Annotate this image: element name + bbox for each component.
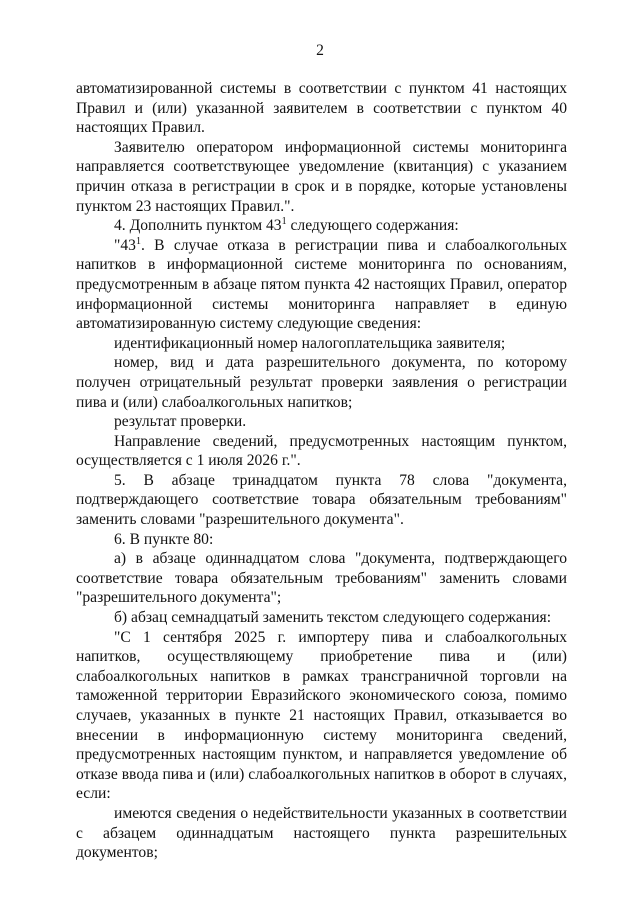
paragraph: результат проверки. xyxy=(114,413,247,431)
paragraph-text: 4. Дополнить пунктом 43 xyxy=(114,217,282,235)
paragraph: б) абзац семнадцатый заменить текстом следующего содержания: xyxy=(114,609,552,627)
paragraph-amendment-4 xyxy=(76,216,567,236)
paragraph: 5. В абзаце тринадцатом пункта 78 слова "документа, подтверждающего соответствие товара обязательным требованиям" заменить словами "разрешительного документа". xyxy=(76,471,567,529)
paragraph: Направление сведений, предусмотренных настоящим пунктом, осуществляется с 1 июля 2026 г.". xyxy=(76,432,567,470)
superscript: 1 xyxy=(135,235,141,247)
document-body xyxy=(76,79,567,863)
paragraph: а) в абзаце одиннадцатом слова "документа, подтверждающего соответствие товара обязательным требованиям" заменить словами "разрешительного документа"; xyxy=(76,550,567,607)
paragraph-text: следующего содержания: xyxy=(286,217,459,235)
paragraph: автоматизированной системы в соответствии с пунктом 41 настоящих Правил и (или) указанной заявителем в соответствии с пунктом 40 настоящих Правил. xyxy=(76,80,567,137)
paragraph: 6. В пункте 80: xyxy=(114,530,214,548)
paragraph: Заявителю оператором информационной системы мониторинга направляется соответствующее уведомление (квитанция) с указанием причин отказа в регистрации в срок и в порядке, которые установлены пунктом 23 настоящих Правил.". xyxy=(76,138,567,215)
paragraph-text: . В случае отказа в регистрации пива и слабоалкогольных напитков в информационной системе мониторинга по основаниям, предусмотренным в абзаце пятом пункта 42 настоящих Правил, оператор информационной системы мониторинга направляет в единую автоматизированную систему следующие сведения: xyxy=(76,236,567,333)
paragraph: номер, вид и дата разрешительного документа, по которому получен отрицательный результат проверки заявления о регистрации пива и (или) слабоалкогольных напитков; xyxy=(76,354,567,411)
paragraph-point-43-1 xyxy=(76,236,567,334)
page-number: 2 xyxy=(316,42,324,59)
paragraph: имеются сведения о недействительности указанных в соответствии с абзацем одиннадцатым настоящего пункта разрешительных документов; xyxy=(76,804,567,862)
paragraph: идентификационный номер налогоплательщика заявителя; xyxy=(114,334,506,352)
superscript: 1 xyxy=(281,216,287,228)
paragraph-text: "43 xyxy=(114,236,136,254)
paragraph: "С 1 сентября 2025 г. импортеру пива и слабоалкогольных напитков, осуществляющему приобретение пива и (или) слабоалкогольных напитков в рамках трансграничной торговли на таможенной территории Евразийского экономического союза, помимо случаев, указанных в пункте 21 настоящих Правил, отказывается во внесении в информационную систему мониторинга сведений, предусмотренных настоящим пунктом, и направляется уведомление об отказе ввода пива и (или) слабоалкогольных напитков в оборот в случаях, если: xyxy=(76,628,567,803)
